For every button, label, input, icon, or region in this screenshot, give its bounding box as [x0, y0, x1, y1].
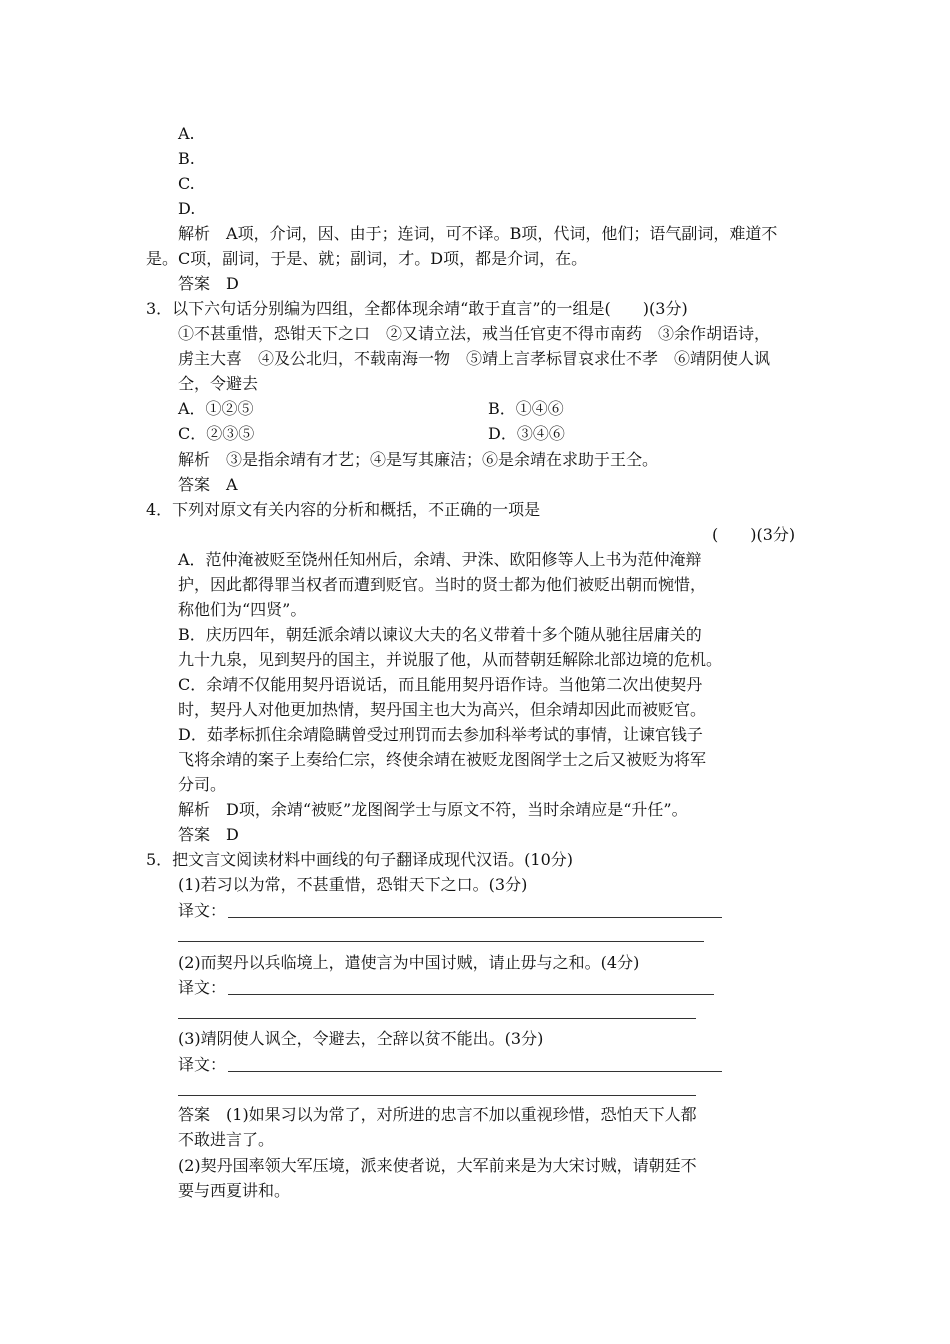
q4-option-a-line2: 护，因此都得罪当权者而遭到贬官。当时的贤士都为他们被贬出朝而惋惜， [178, 575, 707, 594]
q4-option-c-line2: 时，契丹人对他更加热情，契丹国主也大为高兴，但余靖却因此而被贬官。 [178, 700, 707, 719]
q4-analysis [178, 797, 688, 822]
q3-analysis [178, 447, 658, 472]
q2-option-d: D. [178, 199, 196, 218]
q4-answer-label: 答案 [178, 825, 211, 844]
q5-sentence-2: (2)而契丹以兵临境上，遣使言为中国讨贼，请止毋与之和。(4分) [178, 953, 640, 972]
q3-answer-label: 答案 [178, 475, 211, 494]
q2-option-b: B. [178, 149, 195, 168]
q4-option-a-line3: 称他们为“四贤”。 [178, 600, 307, 619]
q5-answer-line-2a[interactable] [228, 994, 714, 995]
q3-option-b: B．①④⑥ [488, 399, 564, 418]
q4-option-d-line1: D．茹孝标抓住余靖隐瞒曾受过刑罚而去参加科举考试的事情，让谏官钱子 [178, 725, 703, 744]
q5-answer-line-2b[interactable] [178, 1018, 696, 1019]
q4-option-c-line1: C．余靖不仅能用契丹语说话，而且能用契丹语作诗。当他第二次出使契丹 [178, 675, 703, 694]
q5-stem: 5．把文言文阅读材料中画线的句子翻译成现代汉语。(10分) [146, 850, 574, 869]
q3-stem: 3．以下六句话分别编为四组，全都体现余靖“敢于直言”的一组是( )(3分) [146, 299, 688, 318]
q5-sentence-3: (3)靖阴使人讽仝，令避去，仝辞以贫不能出。(3分) [178, 1029, 544, 1048]
q4-stem: 4．下列对原文有关内容的分析和概括，不正确的一项是 [146, 500, 541, 519]
q3-option-c: C．②③⑤ [178, 424, 255, 443]
q5-answer-2-line2: 要与西夏讲和。 [178, 1181, 291, 1200]
q2-option-c: C. [178, 174, 195, 193]
q4-option-d-line2: 飞将余靖的案子上奏给仁宗，终使余靖在被贬龙图阁学士之后又被贬为将军 [178, 750, 707, 769]
q5-answer-line-1a[interactable] [228, 917, 722, 918]
q3-option-d: D．③④⑥ [488, 424, 565, 443]
q2-answer [178, 271, 239, 296]
q5-translation-label-2: 译文： [178, 978, 227, 997]
q5-sentence-1: (1)若习以为常，不甚重惜，恐钳天下之口。(3分) [178, 875, 528, 894]
q3-option-a: A．①②⑤ [178, 399, 254, 418]
q4-option-b-line1: B．庆历四年，朝廷派余靖以谏议大夫的名义带着十多个随从驰往居庸关的 [178, 625, 702, 644]
q2-analysis-line1 [178, 221, 777, 246]
q3-analysis-label: 解析 [178, 450, 211, 469]
q3-answer [178, 472, 238, 497]
q3-answer-value: A [226, 475, 238, 494]
q4-option-d-line3: 分司。 [178, 775, 227, 794]
q5-answer-1-text: (1)如果习以为常了，对所进的忠言不加以重视珍惜，恐怕天下人都 [226, 1105, 697, 1124]
q5-answer-1-line2: 不敢进言了。 [178, 1130, 275, 1149]
q3-sentences-line1: ①不甚重惜，恐钳天下之口 ②又请立法，戒当任官吏不得市南药 ③余作胡语诗， [178, 324, 771, 343]
q4-option-a-line1: A．范仲淹被贬至饶州任知州后，余靖、尹洙、欧阳修等人上书为范仲淹辩 [178, 550, 702, 569]
q2-analysis-line2: 是。C项，副词，于是、就；副词，才。D项，都是介词，在。 [146, 249, 588, 268]
q4-answer-value: D [226, 825, 239, 844]
q5-translation-label-1: 译文： [178, 901, 227, 920]
q2-answer-label: 答案 [178, 274, 211, 293]
q3-sentences-line3: 仝，令避去 [178, 374, 259, 393]
q5-answer-line-3a[interactable] [228, 1071, 722, 1072]
q4-points: ( )(3分) [712, 525, 796, 544]
q2-analysis-text: A项，介词，因、由于；连词，可不译。B项，代词，他们；语气副词，难道不 [226, 224, 778, 243]
q5-answer-label: 答案 [178, 1105, 211, 1124]
q5-answer-line-1b[interactable] [178, 941, 704, 942]
q5-answer-line1 [178, 1102, 697, 1127]
q2-analysis-label: 解析 [178, 224, 211, 243]
q5-translation-label-3: 译文： [178, 1055, 227, 1074]
q4-option-b-line2: 九十九泉，见到契丹的国主，并说服了他，从而替朝廷解除北部边境的危机。 [178, 650, 723, 669]
q4-answer [178, 822, 239, 847]
q5-answer-line-3b[interactable] [178, 1095, 696, 1096]
q2-answer-value: D [226, 274, 239, 293]
q4-analysis-text: D项，余靖“被贬”龙图阁学士与原文不符，当时余靖应是“升任”。 [226, 800, 688, 819]
q2-option-a: A. [178, 124, 195, 143]
q5-answer-2-line1: (2)契丹国率领大军压境，派来使者说，大军前来是为大宋讨贼，请朝廷不 [178, 1156, 697, 1175]
q4-analysis-label: 解析 [178, 800, 211, 819]
q3-sentences-line2: 虏主大喜 ④及公北归，不载南海一物 ⑤靖上言孝标冒哀求仕不孝 ⑥靖阴使人讽 [178, 349, 771, 368]
q3-analysis-text: ③是指余靖有才艺；④是写其廉洁；⑥是余靖在求助于王仝。 [226, 450, 659, 469]
